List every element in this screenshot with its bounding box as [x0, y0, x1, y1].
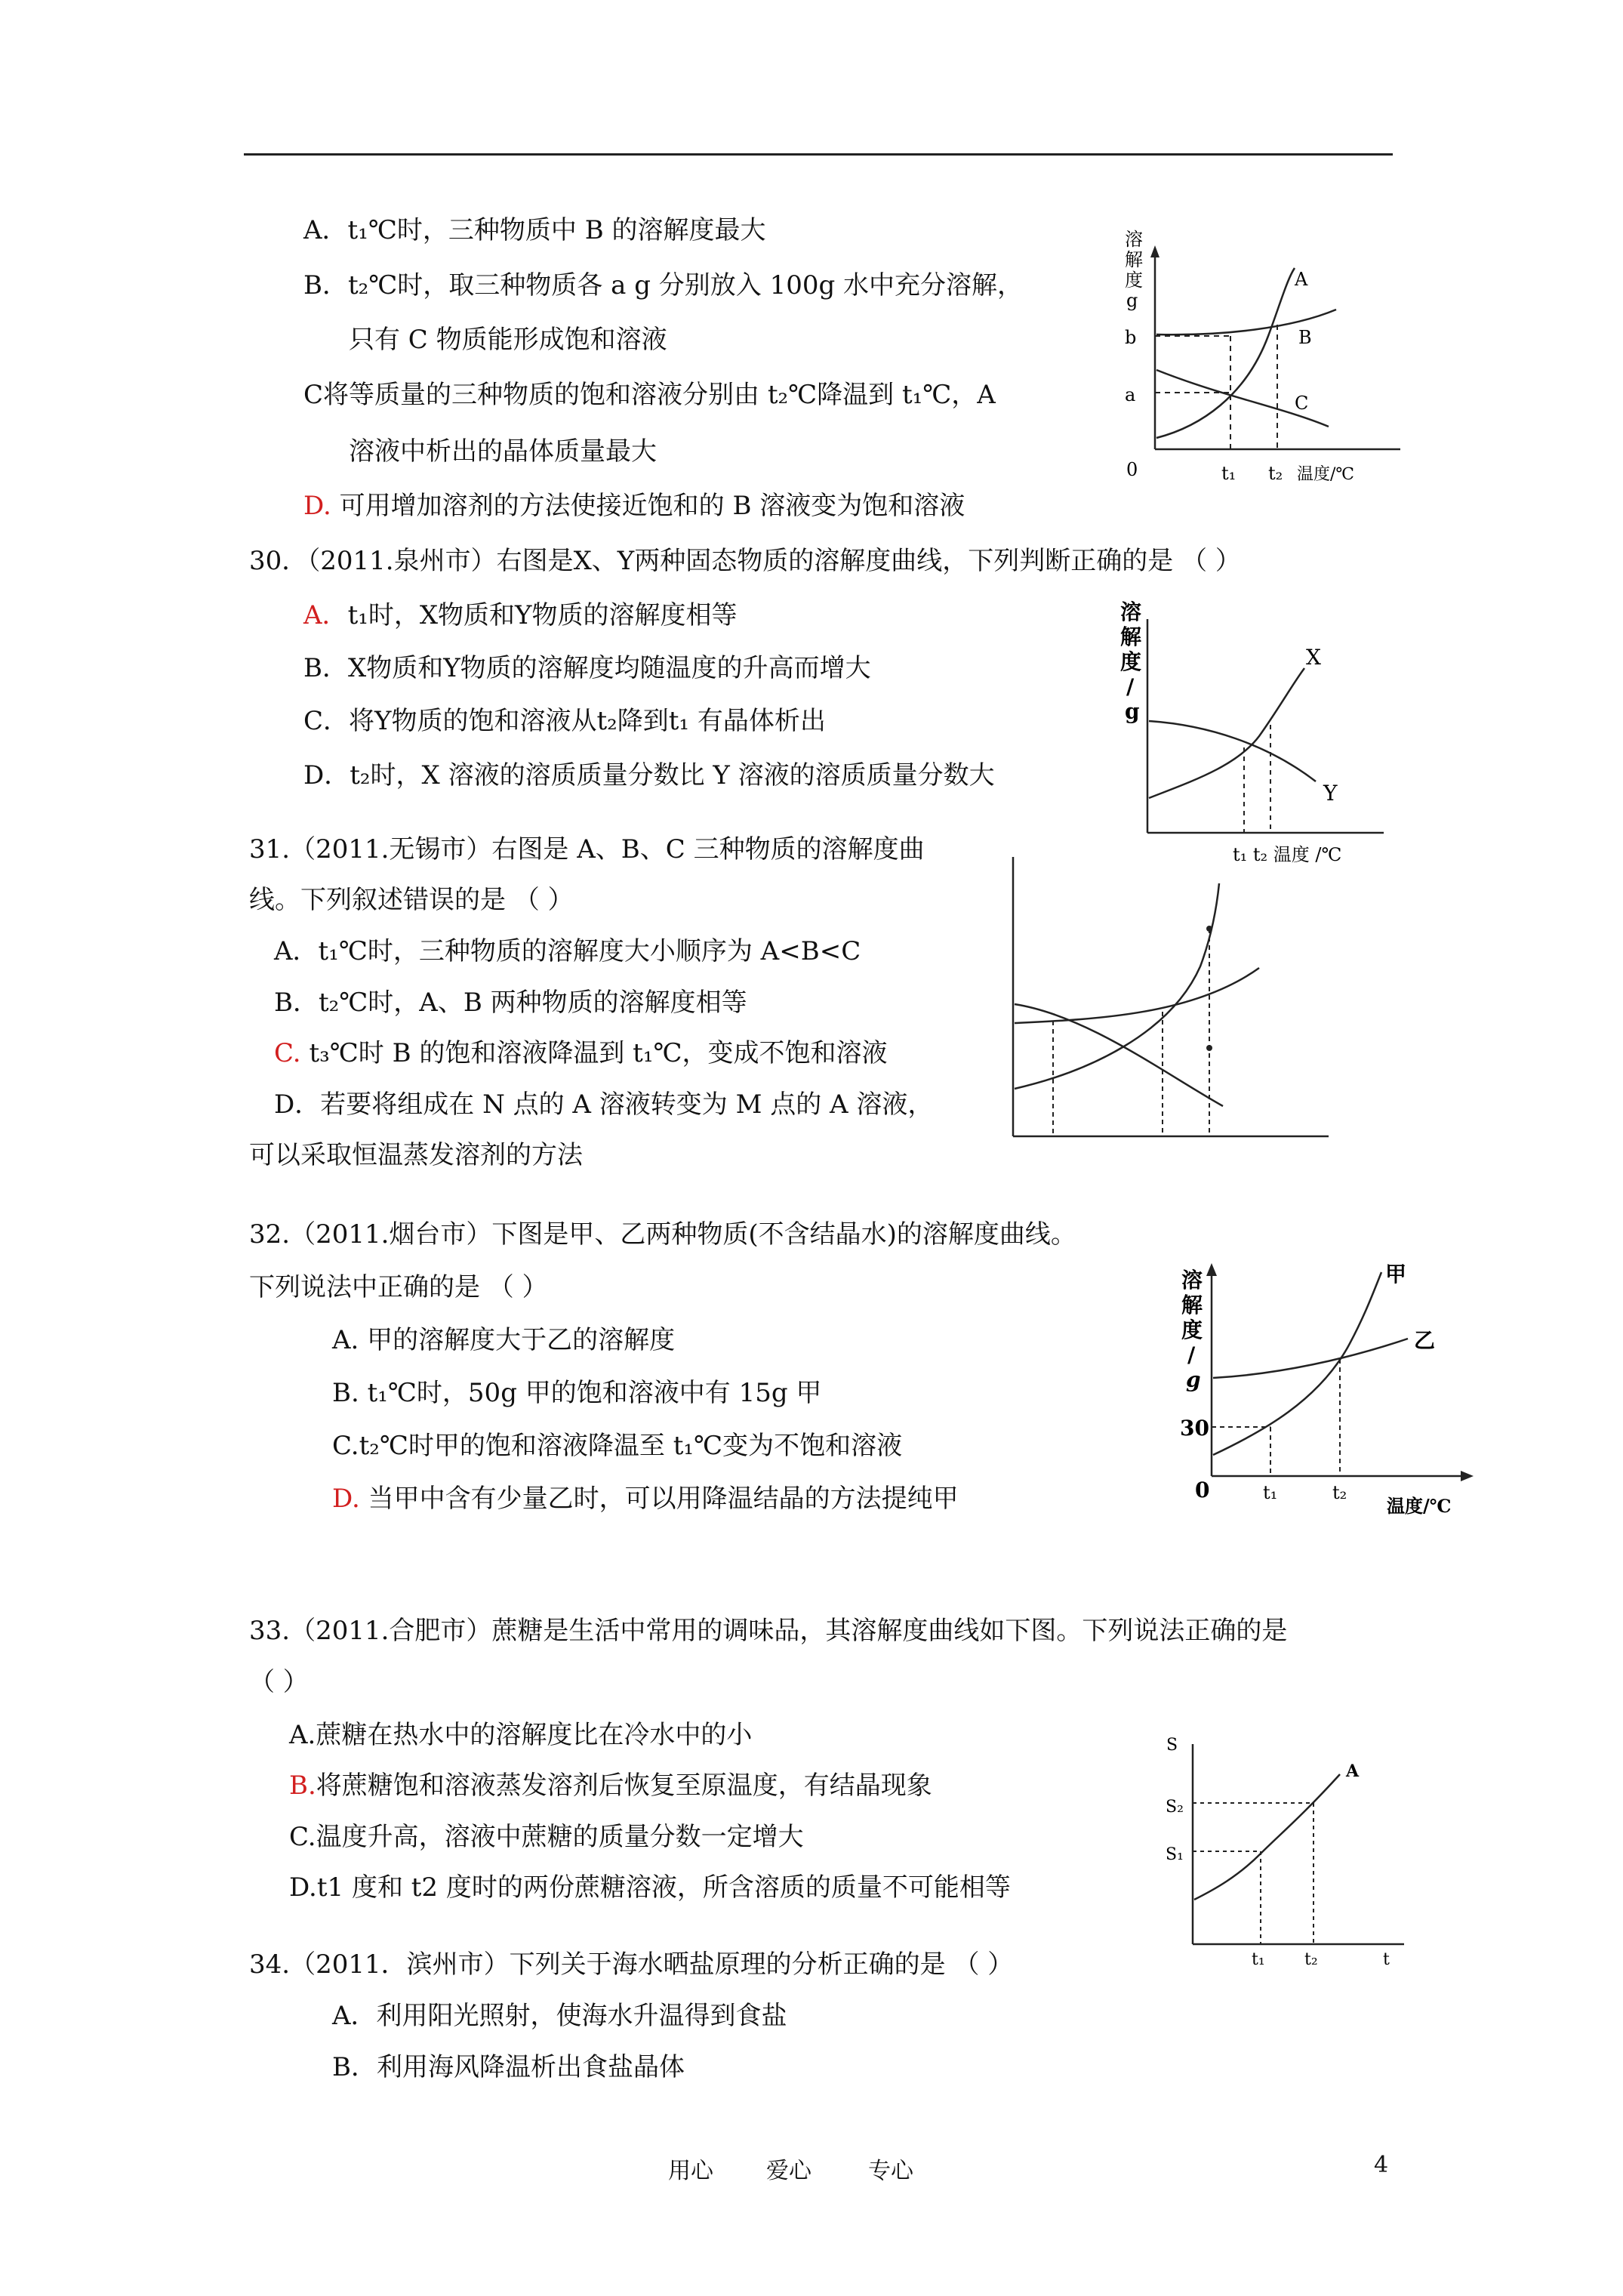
- q31-fig-point-m: [1206, 926, 1212, 932]
- q33-stem-line1: 33.（2011.合肥市）蔗糖是生活中常用的调味品，其溶解度曲线如下图。下列说法正确的是: [249, 1616, 1288, 1646]
- q29-option-c-line1: C将等质量的三种物质的饱和溶液分别由 t₂℃降温到 t₁℃，A: [303, 380, 996, 410]
- q30-fig-label-x: X: [1306, 645, 1321, 670]
- q33-fig-label-a: A: [1346, 1761, 1360, 1781]
- q33-fig-ylabel-s: S: [1166, 1736, 1178, 1755]
- q31-option-a: A．t₁℃时，三种物质的溶解度大小顺序为 A<B<C: [274, 936, 861, 966]
- q32-option-b: B. t₁℃时，50g 甲的饱和溶液中有 15g 甲: [332, 1378, 822, 1408]
- q34-option-a: A．利用阳光照射，使海水升温得到食盐: [332, 2001, 787, 2031]
- q32-option-c: C.t₂℃时甲的饱和溶液降温至 t₁℃变为不饱和溶液: [332, 1431, 903, 1461]
- q29-option-d: [303, 491, 965, 521]
- q32-fig-origin: 0: [1195, 1478, 1210, 1502]
- q31-fig-curve-b: [1015, 968, 1259, 1023]
- q31-fig-curve-a: [1015, 883, 1219, 1089]
- q32-option-d-text: 当甲中含有少量乙时，可以用降温结晶的方法提纯甲: [368, 1484, 959, 1514]
- q31-option-d-line2: 可以采取恒温蒸发溶剂的方法: [249, 1140, 583, 1170]
- q31-answer-letter: C.: [274, 1038, 301, 1068]
- q29-fig-ylabel-2: 解: [1125, 249, 1143, 270]
- q32-fig-ylabel-1: 溶: [1181, 1268, 1203, 1293]
- q32-fig-tick-t2: t₂: [1332, 1482, 1347, 1503]
- q30-fig-xlabel: t₁ t₂ 温度 /℃: [1233, 844, 1342, 865]
- q32-fig-label-jia: 甲: [1385, 1262, 1407, 1287]
- q29-solubility-chart: [1110, 223, 1412, 487]
- q31-option-c: [274, 1038, 888, 1068]
- q30-solubility-chart: [1116, 593, 1387, 868]
- q31-solubility-chart: [996, 846, 1336, 1151]
- q32-stem-line2: 下列说法中正确的是 （ ）: [249, 1272, 548, 1302]
- q32-fig-ylabel-4: /: [1187, 1342, 1196, 1367]
- q33-option-c: C.温度升高，溶液中蔗糖的质量分数一定增大: [289, 1822, 804, 1852]
- q30-option-c: C．将Y物质的饱和溶液从t₂降到t₁ 有晶体析出: [303, 706, 826, 736]
- q32-fig-label-yi: 乙: [1414, 1328, 1436, 1353]
- q29-fig-tick-t1: t₁: [1221, 463, 1236, 484]
- q30-fig-ylabel-2: 解: [1120, 624, 1142, 649]
- page-number: 4: [1374, 2152, 1389, 2178]
- q31-fig-point-n: [1206, 1045, 1212, 1051]
- q33-option-b: [289, 1771, 932, 1801]
- q32-answer-letter: D.: [332, 1484, 360, 1514]
- q30-stem: 30．（2011.泉州市）右图是X、Y两种固态物质的溶解度曲线，下列判断正确的是 （ ）: [249, 546, 1241, 576]
- q29-option-d-text: 可用增加溶剂的方法使接近饱和的 B 溶液变为饱和溶液: [339, 491, 965, 521]
- q32-option-d: [332, 1484, 959, 1514]
- q32-fig-ylabel-2: 解: [1181, 1293, 1203, 1318]
- q31-stem-line2: 线。下列叙述错误的是 （ ）: [249, 885, 574, 915]
- q32-fig-ylabel-3: 度: [1181, 1318, 1203, 1342]
- q29-fig-label-c: C: [1295, 393, 1309, 414]
- footer-motto-2: 爱心: [766, 2158, 812, 2184]
- q30-fig-ylabel-4: /: [1126, 674, 1135, 699]
- q33-stem-line2: （ ）: [249, 1667, 309, 1697]
- q29-fig-xlabel: 温度/℃: [1297, 465, 1355, 484]
- q32-fig-x-arrow: [1461, 1471, 1474, 1481]
- q29-option-c-line2: 溶液中析出的晶体质量最大: [349, 436, 657, 467]
- q29-answer-letter: D.: [303, 491, 331, 521]
- q30-fig-ylabel-1: 溶: [1120, 599, 1142, 624]
- q33-fig-tick-t1: t₁: [1252, 1950, 1265, 1969]
- q30-option-a: [303, 600, 738, 630]
- q34-stem: 34.（2011．滨州市）下列关于海水晒盐原理的分析正确的是 （ ）: [249, 1949, 1014, 1980]
- q30-fig-ylabel-3: 度: [1120, 649, 1142, 674]
- q29-fig-ylabel-1: 溶: [1125, 229, 1143, 250]
- q30-fig-curve-x: [1149, 668, 1304, 798]
- q32-option-a: A. 甲的溶解度大于乙的溶解度: [332, 1325, 676, 1355]
- q30-option-d: D．t₂时，X 溶液的溶质质量分数比 Y 溶液的溶质质量分数大: [303, 760, 995, 791]
- q33-fig-tick-s1: S₁: [1166, 1845, 1184, 1864]
- q33-fig-xlabel-t: t: [1383, 1950, 1390, 1969]
- q32-fig-tick-t1: t₁: [1263, 1482, 1278, 1503]
- q30-option-a-text: t₁时，X物质和Y物质的溶解度相等: [347, 600, 738, 630]
- q29-fig-ylabel-4: g: [1126, 290, 1138, 311]
- q31-option-c-text: t₃℃时 B 的饱和溶液降温到 t₁℃，变成不饱和溶液: [309, 1038, 888, 1068]
- q29-option-b-line2: 只有 C 物质能形成饱和溶液: [349, 325, 667, 355]
- q33-option-d: D.t1 度和 t2 度时的两份蔗糖溶液，所含溶质的质量不可能相等: [289, 1872, 1011, 1903]
- q30-fig-curve-y: [1149, 721, 1316, 781]
- q29-fig-ylabel-3: 度: [1125, 270, 1143, 291]
- q32-fig-curve-yi: [1213, 1339, 1408, 1378]
- q29-option-a: A．t₁℃时，三种物质中 B 的溶解度最大: [303, 215, 766, 245]
- q30-option-b: B．X物质和Y物质的溶解度均随温度的升高而增大: [303, 653, 871, 683]
- footer-motto-3: 专心: [868, 2158, 913, 2184]
- q32-fig-xlabel: 温度/℃: [1387, 1495, 1452, 1517]
- q29-option-b-line1: B．t₂℃时，取三种物质各 a g 分别放入 100g 水中充分溶解，: [303, 270, 1024, 300]
- q29-fig-label-a: A: [1295, 269, 1308, 290]
- q32-fig-ylabel-5: g: [1186, 1367, 1201, 1392]
- q33-fig-tick-s2: S₂: [1166, 1798, 1184, 1817]
- q29-fig-tick-a: a: [1125, 384, 1136, 405]
- q30-fig-label-y: Y: [1323, 781, 1338, 806]
- q29-fig-label-b: B: [1298, 327, 1312, 348]
- q29-fig-tick-b: b: [1125, 327, 1137, 348]
- q33-option-b-text: 将蔗糖饱和溶液蒸发溶剂后恢复至原温度，有结晶现象: [316, 1771, 932, 1801]
- q32-fig-y-arrow: [1206, 1263, 1217, 1276]
- q31-stem-line1: 31.（2011.无锡市）右图是 A、B、C 三种物质的溶解度曲: [249, 834, 925, 864]
- q29-fig-curve-a: [1156, 268, 1295, 438]
- q32-fig-tick-30: 30: [1180, 1416, 1209, 1441]
- q33-fig-curve-a: [1194, 1774, 1340, 1900]
- q33-fig-tick-t2: t₂: [1304, 1950, 1318, 1969]
- q32-solubility-chart: [1166, 1257, 1476, 1521]
- q33-answer-letter: B.: [289, 1771, 316, 1801]
- q29-fig-y-arrow: [1150, 245, 1160, 257]
- q31-fig-curve-c: [1015, 1004, 1223, 1106]
- q31-option-b: B．t₂℃时，A、B 两种物质的溶解度相等: [274, 988, 747, 1018]
- q31-option-d-line1: D．若要将组成在 N 点的 A 溶液转变为 M 点的 A 溶液，: [274, 1089, 934, 1120]
- q30-fig-ylabel-5: g: [1125, 699, 1140, 724]
- q34-option-b: B．利用海风降温析出食盐晶体: [332, 2052, 685, 2082]
- footer-motto-1: 用心: [668, 2158, 713, 2184]
- q30-answer-letter: A．: [303, 600, 348, 630]
- q33-solubility-chart: [1155, 1729, 1434, 1978]
- q29-fig-origin: 0: [1126, 459, 1138, 480]
- q33-option-a: A.蔗糖在热水中的溶解度比在冷水中的小: [289, 1720, 753, 1750]
- q29-fig-tick-t2: t₂: [1268, 463, 1283, 484]
- q32-stem-line1: 32.（2011.烟台市）下图是甲、乙两种物质(不含结晶水)的溶解度曲线。: [249, 1219, 1076, 1250]
- header-rule: [244, 153, 1393, 156]
